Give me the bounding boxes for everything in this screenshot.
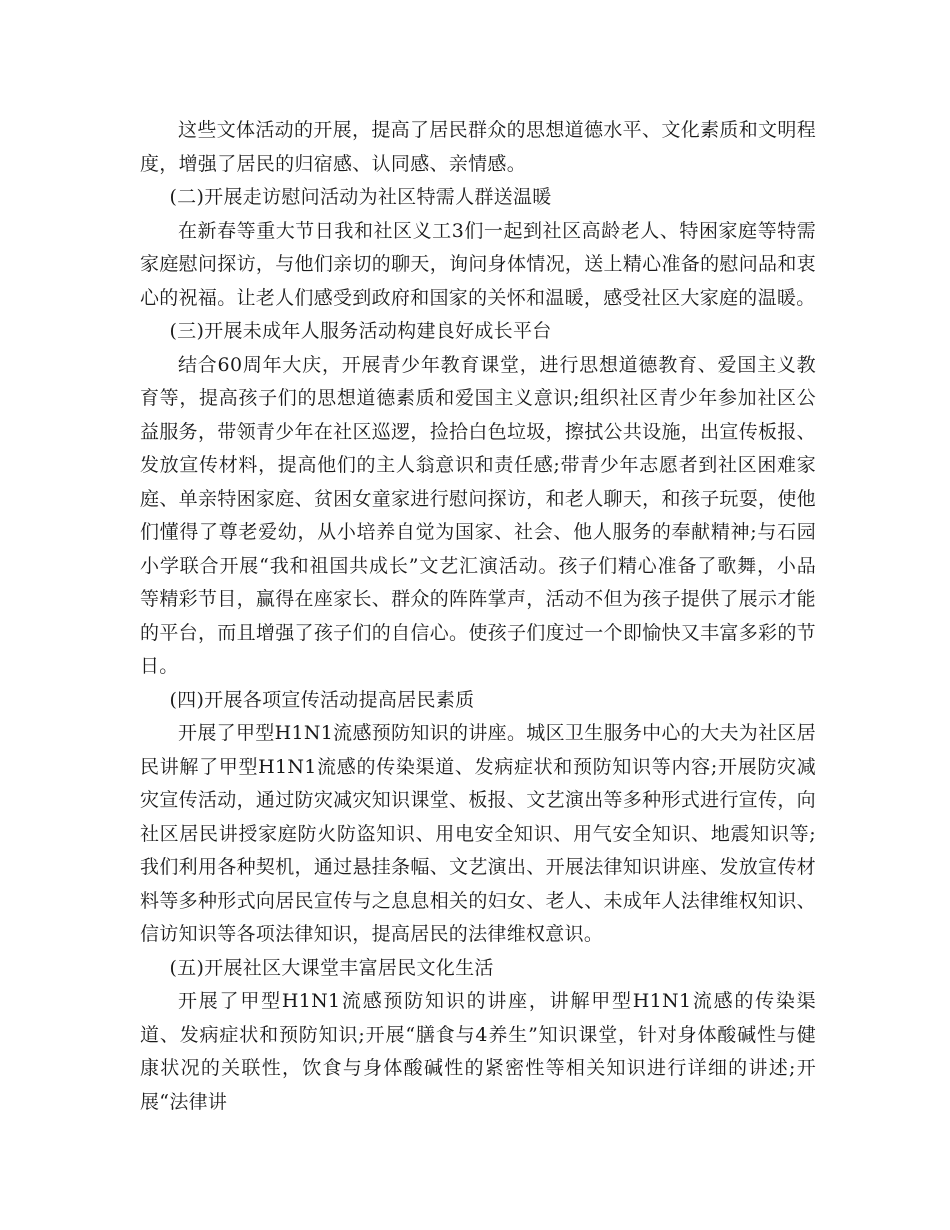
document-page <box>140 114 816 1119</box>
paragraph-visits: 在新春等重大节日我和社区义工3们一起到社区高龄老人、特困家庭等特需家庭慰问探访，与他们亲切的聊天，询问身体情况，送上精心准备的慰问品和衷心的祝福。让老人们感受到政府和国家的关怀和温暖，感受社区大家庭的温暖。 <box>140 219 816 309</box>
section-heading-visits: (二)开展走访慰问活动为社区特需人群送温暖 <box>169 186 552 208</box>
section-heading-minors: (三)开展未成年人服务活动构建良好成长平台 <box>169 320 552 342</box>
paragraph-minors: 结合60周年大庆，开展青少年教育课堂，进行思想道德教育、爱国主义教育等，提高孩子们的思想道德素质和爱国主义意识;组织社区青少年参加社区公益服务，带领青少年在社区巡逻，捡拾白色垃圾，擦拭公共设施，出宣传板报、发放宣传材料，提高他们的主人翁意识和责任感;带青少年志愿者到社区困难家庭、单亲特困家庭、贫困女童家进行慰问探访，和老人聊天，和孩子玩耍，使他们懂得了尊老爱幼，从小培养自觉为国家、社会、他人服务的奉献精神;与石园小学联合开展“我和祖国共成长”文艺汇演活动。孩子们精心准备了歌舞，小品等精彩节目，赢得在座家长、群众的阵阵掌声，活动不但为孩子提供了展示才能的平台，而且增强了孩子们的自信心。使孩子们度过一个即愉快又丰富多彩的节日。 <box>140 353 816 677</box>
section-heading-publicity: (四)开展各项宣传活动提高居民素质 <box>169 688 475 711</box>
paragraph-classroom: 开展了甲型H1N1流感预防知识的讲座，讲解甲型H1N1流感的传染渠道、发病症状和预防知识;开展“膳食与4养生”知识课堂，针对身体酸碱性与健康状况的关联性，饮食与身体酸碱性的紧密性等相关知识进行详细的讲述;开展“法律讲 <box>140 990 816 1113</box>
paragraph-culture-summary: 这些文体活动的开展，提高了居民群众的思想道德水平、文化素质和文明程度，增强了居民的归宿感、认同感、亲情感。 <box>140 119 816 175</box>
section-heading-classroom: (五)开展社区大课堂丰富居民文化生活 <box>169 956 494 979</box>
paragraph-publicity: 开展了甲型H1N1流感预防知识的讲座。城区卫生服务中心的大夫为社区居民讲解了甲型H1N1流感的传染渠道、发病症状和预防知识等内容;开展防灾减灾宣传活动，通过防灾减灾知识课堂、板报、文艺演出等多种形式进行宣传，向社区居民讲授家庭防火防盗知识、用电安全知识、用气安全知识、地震知识等;我们利用各种契机，通过悬挂条幅、文艺演出、开展法律知识讲座、发放宣传材料等多种形式向居民宣传与之息息相关的妇女、老人、未成年人法律维权知识、信访知识等各项法律知识，提高居民的法律维权意识。 <box>140 722 816 945</box>
